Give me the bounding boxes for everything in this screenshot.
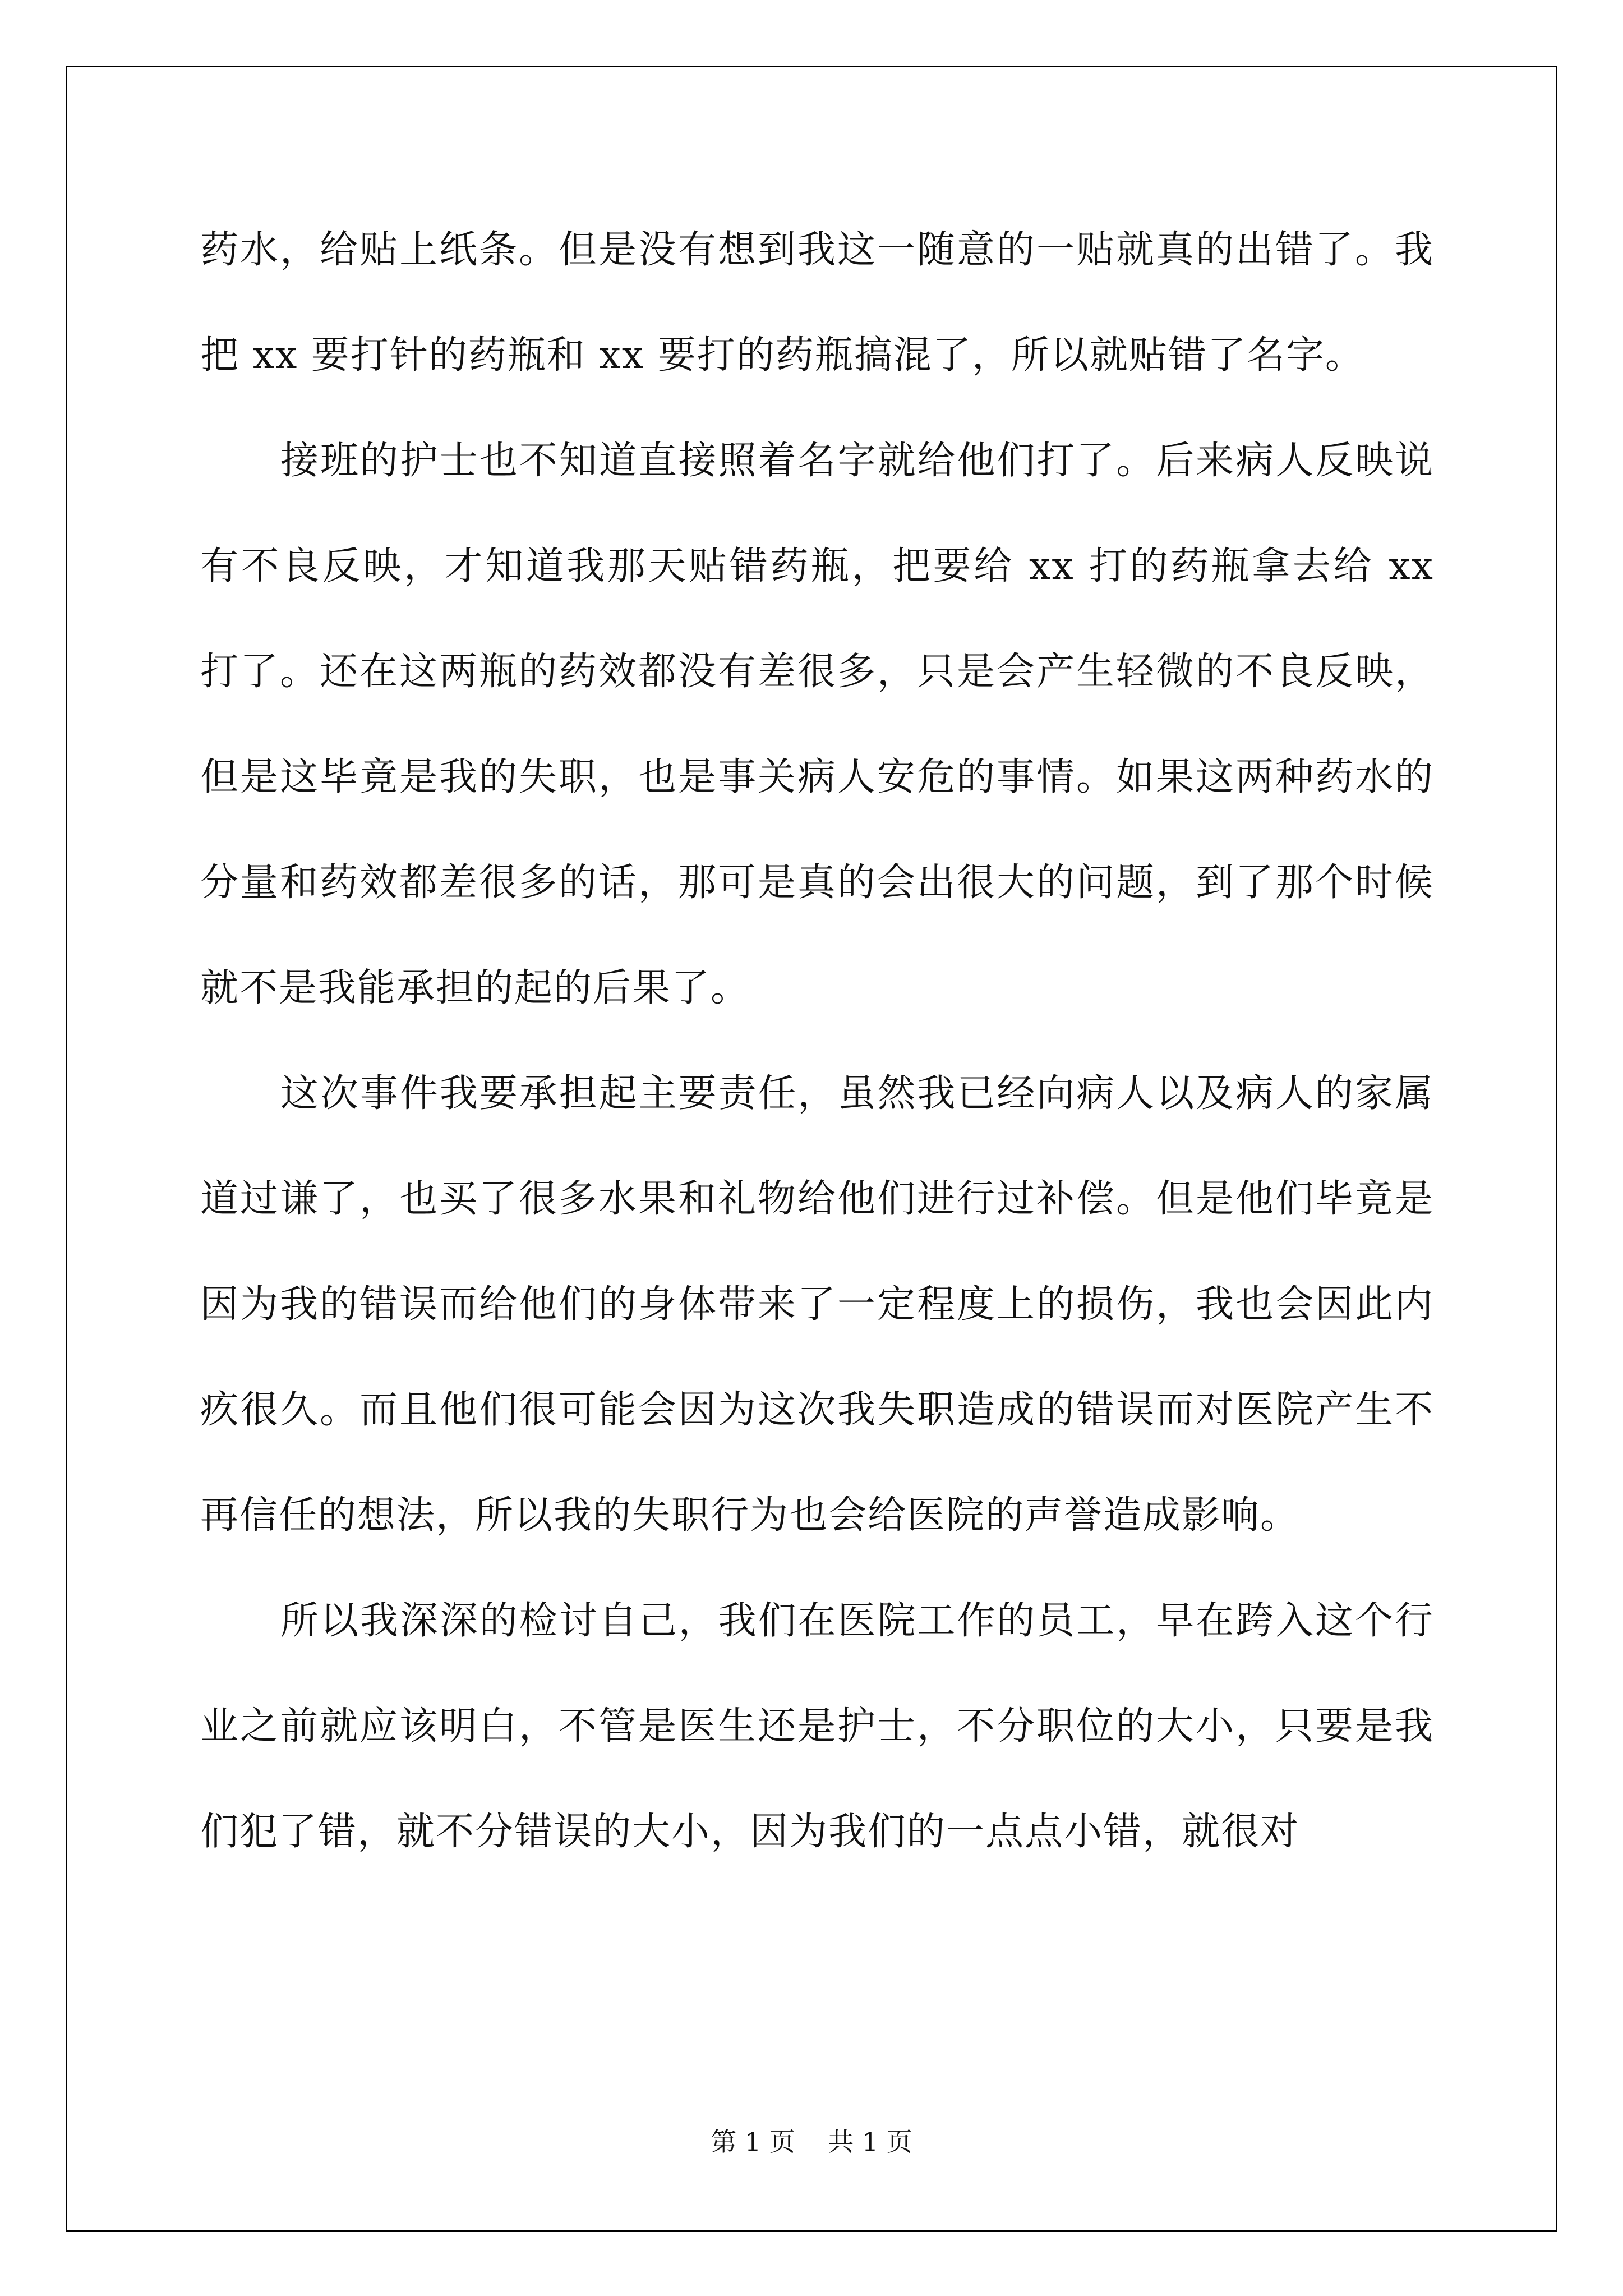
paragraph-3: 这次事件我要承担起主要责任，虽然我已经向病人以及病人的家属道过谦了，也买了很多水果和礼物给他们进行过补偿。但是他们毕竟是因为我的错误而给他们的身体带来了一定程度上的损伤，我也会因此内疚很久。而且他们很可能会因为这次我失职造成的错误而对医院产生不再信任的想法，所以我的失职行为也会给医院的声誉造成影响。 bbox=[200, 1071, 1434, 1538]
paragraph-2: 接班的护士也不知道直接照着名字就给他们打了。后来病人反映说有不良反映，才知道我那天贴错药瓶，把要给 xx 打的药瓶拿去给 xx 打了。还在这两瓶的药效都没有差很多，只是会产生轻微的不良反映，但是这毕竟是我的失职，也是事关病人安危的事情。如果这两种药水的分量和药效都差很多的话，那可是真的会出很大的问题，到了那个时候就不是我能承担的起的后果了。 bbox=[200, 439, 1434, 1010]
page-footer bbox=[0, 2122, 1623, 2159]
page-number: 第 1 页 bbox=[711, 2127, 795, 2157]
document-body bbox=[200, 197, 1434, 1885]
paragraph-1: 药水，给贴上纸条。但是没有想到我这一随意的一贴就真的出错了。我把 xx 要打针的药瓶和 xx 要打的药瓶搞混了，所以就贴错了名字。 bbox=[200, 228, 1434, 378]
page-total: 共 1 页 bbox=[828, 2127, 912, 2157]
paragraph-4: 所以我深深的检讨自己，我们在医院工作的员工，早在跨入这个行业之前就应该明白，不管是医生还是护士，不分职位的大小，只要是我们犯了错，就不分错误的大小，因为我们的一点点小错，就很对 bbox=[200, 1599, 1434, 1854]
footer-separator bbox=[795, 2127, 828, 2157]
